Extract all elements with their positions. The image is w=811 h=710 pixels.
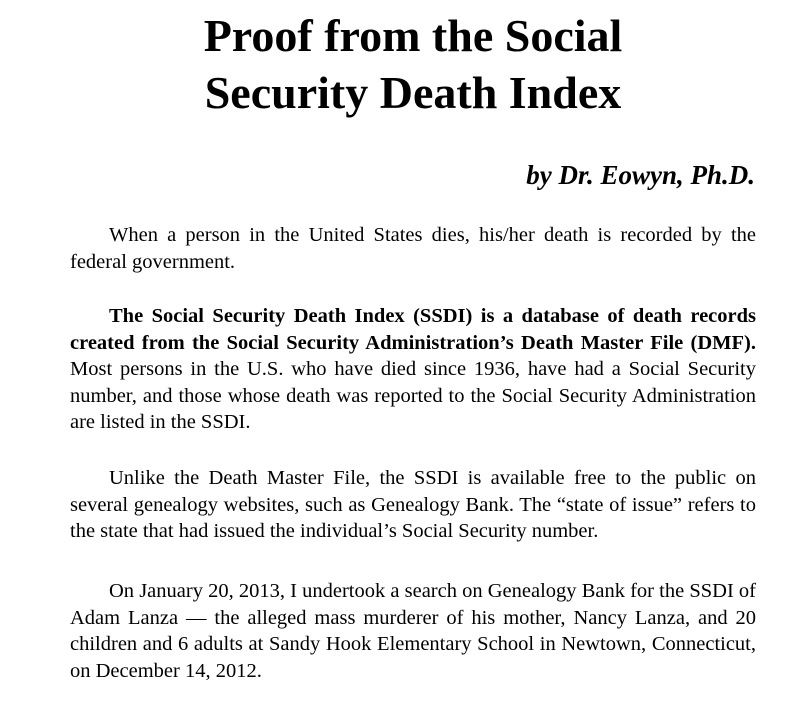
paragraph-2	[70, 303, 756, 436]
paragraph-2-bold-lead: The Social Security Death Index (SSDI) is a database of death records created from the Social Security Administration’s Death Master File (DMF).	[70, 305, 756, 354]
paragraph-2-body: Most persons in the U.S. who have died since 1936, have had a Social Security number, and those whose death was reported to the Social Security Administration are listed in the SSDI.	[70, 358, 756, 433]
page-title	[0, 7, 811, 121]
author-byline: by Dr. Eowyn, Ph.D.	[526, 160, 755, 190]
paragraph-4: On January 20, 2013, I undertook a search on Genealogy Bank for the SSDI of Adam Lanza — the alleged mass murderer of his mother, Nancy Lanza, and 20 children and 6 adults at Sandy Hook Elementary School in Newtown, Connecticut, on December 14, 2012.	[70, 580, 756, 682]
paragraph-1: When a person in the United States dies, his/her death is recorded by the federal government.	[70, 224, 756, 273]
title-line-1: Proof from the Social	[203, 10, 623, 61]
paragraph-3: Unlike the Death Master File, the SSDI is available free to the public on several genealogy websites, such as Genealogy Bank. The “state of issue” refers to the state that had issued the individual’s Social Security number.	[70, 467, 756, 542]
title-line-2: Security Death Index	[204, 67, 622, 118]
